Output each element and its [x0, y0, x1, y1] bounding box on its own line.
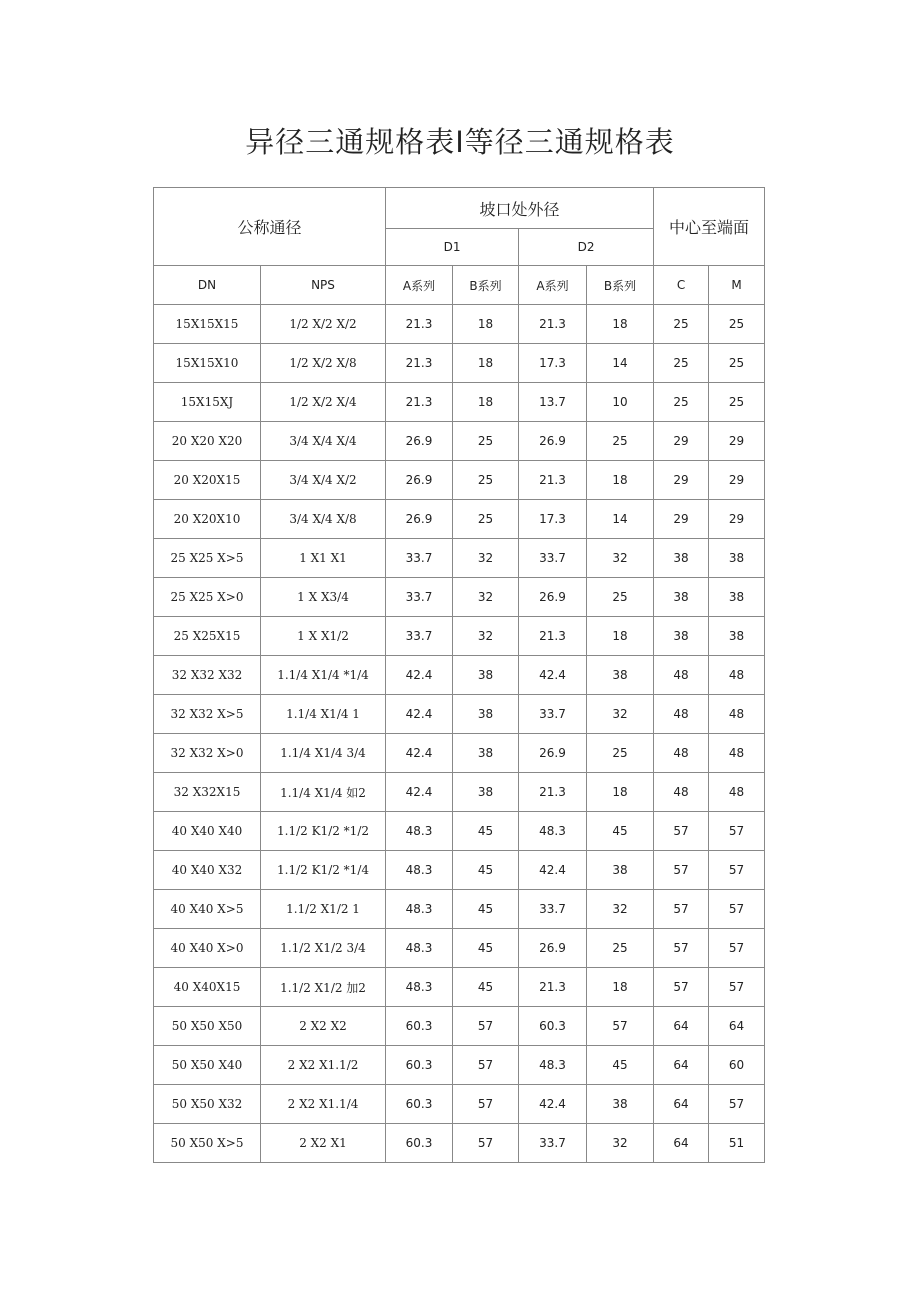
cell-dn: 50 X50 X40	[154, 1046, 261, 1085]
cell-d1-b: 18	[453, 344, 519, 383]
cell-d1-a: 21.3	[386, 305, 453, 344]
header-nps: NPS	[261, 266, 386, 305]
cell-d1-a: 48.3	[386, 968, 453, 1007]
cell-d2-a: 17.3	[519, 500, 587, 539]
cell-d1-b: 45	[453, 890, 519, 929]
cell-d1-b: 57	[453, 1085, 519, 1124]
cell-d2-b: 18	[587, 773, 654, 812]
cell-nps: 2 X2 X1	[261, 1124, 386, 1163]
cell-m: 48	[709, 734, 765, 773]
cell-nps: 1/2 X/2 X/2	[261, 305, 386, 344]
cell-dn: 40 X40X15	[154, 968, 261, 1007]
table-row	[154, 1124, 765, 1163]
table-row	[154, 968, 765, 1007]
cell-m: 57	[709, 1085, 765, 1124]
cell-m: 57	[709, 890, 765, 929]
cell-m: 38	[709, 539, 765, 578]
cell-d2-b: 18	[587, 617, 654, 656]
cell-m: 57	[709, 929, 765, 968]
cell-d2-a: 48.3	[519, 1046, 587, 1085]
cell-c: 57	[654, 851, 709, 890]
cell-d1-b: 32	[453, 539, 519, 578]
cell-nps: 2 X2 X1.1/4	[261, 1085, 386, 1124]
cell-d1-a: 60.3	[386, 1046, 453, 1085]
header-a-series-d2: A系列	[519, 266, 587, 305]
cell-dn: 50 X50 X32	[154, 1085, 261, 1124]
table-row	[154, 656, 765, 695]
header-m: M	[709, 266, 765, 305]
table-row	[154, 344, 765, 383]
cell-m: 38	[709, 617, 765, 656]
cell-d1-a: 48.3	[386, 812, 453, 851]
cell-d2-a: 33.7	[519, 539, 587, 578]
cell-d1-a: 48.3	[386, 851, 453, 890]
cell-d2-b: 25	[587, 734, 654, 773]
spec-table	[153, 187, 765, 1163]
cell-d2-a: 33.7	[519, 695, 587, 734]
cell-d1-b: 25	[453, 461, 519, 500]
cell-d1-a: 26.9	[386, 500, 453, 539]
cell-nps: 1.1/4 X1/4 3/4	[261, 734, 386, 773]
cell-d1-a: 26.9	[386, 461, 453, 500]
cell-c: 25	[654, 305, 709, 344]
table-row	[154, 461, 765, 500]
cell-dn: 40 X40 X>5	[154, 890, 261, 929]
cell-d2-b: 25	[587, 929, 654, 968]
cell-d1-a: 48.3	[386, 929, 453, 968]
cell-m: 57	[709, 968, 765, 1007]
cell-d2-a: 33.7	[519, 890, 587, 929]
cell-d1-a: 42.4	[386, 734, 453, 773]
cell-d2-a: 21.3	[519, 773, 587, 812]
cell-d2-b: 25	[587, 578, 654, 617]
cell-d2-b: 32	[587, 539, 654, 578]
cell-d1-a: 42.4	[386, 695, 453, 734]
cell-d1-b: 57	[453, 1124, 519, 1163]
table-row	[154, 422, 765, 461]
header-b-series-d1: B系列	[453, 266, 519, 305]
cell-d2-b: 32	[587, 890, 654, 929]
table-row	[154, 539, 765, 578]
cell-c: 29	[654, 500, 709, 539]
cell-m: 57	[709, 812, 765, 851]
cell-dn: 25 X25 X>5	[154, 539, 261, 578]
cell-m: 48	[709, 656, 765, 695]
table-row	[154, 851, 765, 890]
cell-nps: 3/4 X/4 X/2	[261, 461, 386, 500]
cell-dn: 50 X50 X>5	[154, 1124, 261, 1163]
header-center-to-end: 中心至端面	[654, 188, 765, 266]
cell-c: 57	[654, 968, 709, 1007]
cell-nps: 1.1/2 X1/2 1	[261, 890, 386, 929]
table-row	[154, 305, 765, 344]
header-row-1	[154, 188, 765, 229]
cell-d1-b: 57	[453, 1007, 519, 1046]
table-row	[154, 695, 765, 734]
cell-d1-a: 33.7	[386, 539, 453, 578]
table-row	[154, 383, 765, 422]
page-title: 异径三通规格表I等径三通规格表	[245, 125, 675, 159]
cell-d1-b: 38	[453, 695, 519, 734]
cell-m: 48	[709, 773, 765, 812]
cell-d2-a: 21.3	[519, 968, 587, 1007]
header-a-series-d1: A系列	[386, 266, 453, 305]
cell-m: 57	[709, 851, 765, 890]
cell-dn: 50 X50 X50	[154, 1007, 261, 1046]
header-d2: D2	[519, 229, 654, 266]
cell-dn: 20 X20X15	[154, 461, 261, 500]
cell-c: 57	[654, 812, 709, 851]
cell-nps: 1 X X1/2	[261, 617, 386, 656]
cell-d1-a: 26.9	[386, 422, 453, 461]
cell-d2-a: 42.4	[519, 656, 587, 695]
cell-dn: 32 X32 X32	[154, 656, 261, 695]
cell-d1-b: 18	[453, 383, 519, 422]
header-d1: D1	[386, 229, 519, 266]
cell-dn: 40 X40 X32	[154, 851, 261, 890]
cell-d1-b: 57	[453, 1046, 519, 1085]
table-row	[154, 929, 765, 968]
cell-m: 25	[709, 383, 765, 422]
header-row-3	[154, 266, 765, 305]
cell-d2-b: 18	[587, 968, 654, 1007]
cell-c: 48	[654, 656, 709, 695]
cell-d1-a: 60.3	[386, 1124, 453, 1163]
cell-c: 38	[654, 578, 709, 617]
cell-c: 25	[654, 383, 709, 422]
cell-dn: 15X15XJ	[154, 383, 261, 422]
cell-d2-b: 14	[587, 344, 654, 383]
cell-m: 48	[709, 695, 765, 734]
cell-dn: 15X15X15	[154, 305, 261, 344]
cell-nps: 1 X X3/4	[261, 578, 386, 617]
cell-m: 60	[709, 1046, 765, 1085]
table-row	[154, 1007, 765, 1046]
cell-d1-b: 32	[453, 617, 519, 656]
cell-c: 29	[654, 461, 709, 500]
cell-nps: 1 X1 X1	[261, 539, 386, 578]
cell-d2-a: 17.3	[519, 344, 587, 383]
cell-c: 64	[654, 1124, 709, 1163]
cell-dn: 40 X40 X>0	[154, 929, 261, 968]
table-row	[154, 578, 765, 617]
cell-c: 38	[654, 617, 709, 656]
cell-d1-b: 45	[453, 812, 519, 851]
cell-d1-b: 38	[453, 656, 519, 695]
cell-d2-b: 25	[587, 422, 654, 461]
cell-m: 64	[709, 1007, 765, 1046]
cell-m: 29	[709, 500, 765, 539]
cell-c: 48	[654, 734, 709, 773]
cell-d2-a: 42.4	[519, 1085, 587, 1124]
cell-c: 29	[654, 422, 709, 461]
cell-nps: 1.1/2 X1/2 3/4	[261, 929, 386, 968]
cell-d1-b: 25	[453, 422, 519, 461]
cell-nps: 1.1/2 X1/2 加2	[261, 968, 386, 1007]
header-b-series-d2: B系列	[587, 266, 654, 305]
cell-d1-a: 33.7	[386, 617, 453, 656]
cell-d2-b: 38	[587, 656, 654, 695]
cell-dn: 32 X32X15	[154, 773, 261, 812]
table-row	[154, 890, 765, 929]
cell-m: 25	[709, 305, 765, 344]
cell-dn: 25 X25X15	[154, 617, 261, 656]
cell-m: 29	[709, 461, 765, 500]
cell-nps: 1.1/4 X1/4 *1/4	[261, 656, 386, 695]
cell-m: 38	[709, 578, 765, 617]
header-bevel-od: 坡口处外径	[386, 188, 654, 229]
cell-d2-a: 26.9	[519, 929, 587, 968]
cell-d2-b: 18	[587, 305, 654, 344]
cell-nps: 1.1/4 X1/4 如2	[261, 773, 386, 812]
cell-d2-a: 21.3	[519, 305, 587, 344]
cell-nps: 2 X2 X1.1/2	[261, 1046, 386, 1085]
table-row	[154, 1085, 765, 1124]
cell-nps: 3/4 X/4 X/8	[261, 500, 386, 539]
cell-d1-a: 33.7	[386, 578, 453, 617]
cell-d2-a: 33.7	[519, 1124, 587, 1163]
cell-dn: 32 X32 X>5	[154, 695, 261, 734]
cell-dn: 20 X20X10	[154, 500, 261, 539]
cell-d2-a: 60.3	[519, 1007, 587, 1046]
cell-d2-b: 45	[587, 812, 654, 851]
table-row	[154, 734, 765, 773]
cell-c: 64	[654, 1085, 709, 1124]
cell-d1-b: 45	[453, 929, 519, 968]
cell-d1-b: 32	[453, 578, 519, 617]
header-dn: DN	[154, 266, 261, 305]
header-nominal: 公称通径	[154, 188, 386, 266]
cell-c: 64	[654, 1007, 709, 1046]
cell-nps: 1/2 X/2 X/4	[261, 383, 386, 422]
cell-d2-a: 42.4	[519, 851, 587, 890]
table-row	[154, 1046, 765, 1085]
cell-dn: 40 X40 X40	[154, 812, 261, 851]
cell-nps: 2 X2 X2	[261, 1007, 386, 1046]
cell-d1-b: 45	[453, 851, 519, 890]
cell-nps: 3/4 X/4 X/4	[261, 422, 386, 461]
header-c: C	[654, 266, 709, 305]
cell-d2-a: 26.9	[519, 734, 587, 773]
table-row	[154, 773, 765, 812]
cell-m: 51	[709, 1124, 765, 1163]
cell-nps: 1.1/2 K1/2 *1/2	[261, 812, 386, 851]
cell-nps: 1.1/4 X1/4 1	[261, 695, 386, 734]
cell-d2-b: 32	[587, 1124, 654, 1163]
cell-d2-a: 21.3	[519, 461, 587, 500]
cell-d2-b: 38	[587, 1085, 654, 1124]
cell-c: 48	[654, 773, 709, 812]
cell-d2-a: 21.3	[519, 617, 587, 656]
cell-dn: 25 X25 X>0	[154, 578, 261, 617]
cell-c: 25	[654, 344, 709, 383]
cell-dn: 32 X32 X>0	[154, 734, 261, 773]
cell-d2-b: 14	[587, 500, 654, 539]
cell-nps: 1.1/2 K1/2 *1/4	[261, 851, 386, 890]
table-row	[154, 812, 765, 851]
cell-d1-b: 45	[453, 968, 519, 1007]
cell-d1-a: 21.3	[386, 344, 453, 383]
cell-nps: 1/2 X/2 X/8	[261, 344, 386, 383]
cell-d2-b: 45	[587, 1046, 654, 1085]
cell-d2-b: 57	[587, 1007, 654, 1046]
table-row	[154, 617, 765, 656]
cell-d2-a: 13.7	[519, 383, 587, 422]
cell-d1-a: 42.4	[386, 773, 453, 812]
cell-dn: 20 X20 X20	[154, 422, 261, 461]
cell-d2-b: 18	[587, 461, 654, 500]
cell-d1-b: 38	[453, 773, 519, 812]
cell-d1-a: 60.3	[386, 1007, 453, 1046]
cell-m: 29	[709, 422, 765, 461]
cell-d1-b: 38	[453, 734, 519, 773]
cell-c: 48	[654, 695, 709, 734]
cell-c: 57	[654, 929, 709, 968]
cell-d1-a: 48.3	[386, 890, 453, 929]
cell-d2-b: 10	[587, 383, 654, 422]
table-row	[154, 500, 765, 539]
cell-d1-a: 42.4	[386, 656, 453, 695]
cell-d2-b: 38	[587, 851, 654, 890]
cell-d2-a: 26.9	[519, 578, 587, 617]
cell-c: 38	[654, 539, 709, 578]
cell-d1-a: 60.3	[386, 1085, 453, 1124]
cell-d1-b: 18	[453, 305, 519, 344]
cell-d1-b: 25	[453, 500, 519, 539]
cell-d2-a: 26.9	[519, 422, 587, 461]
cell-d1-a: 21.3	[386, 383, 453, 422]
cell-m: 25	[709, 344, 765, 383]
cell-d2-b: 32	[587, 695, 654, 734]
cell-c: 64	[654, 1046, 709, 1085]
cell-d2-a: 48.3	[519, 812, 587, 851]
cell-c: 57	[654, 890, 709, 929]
cell-dn: 15X15X10	[154, 344, 261, 383]
